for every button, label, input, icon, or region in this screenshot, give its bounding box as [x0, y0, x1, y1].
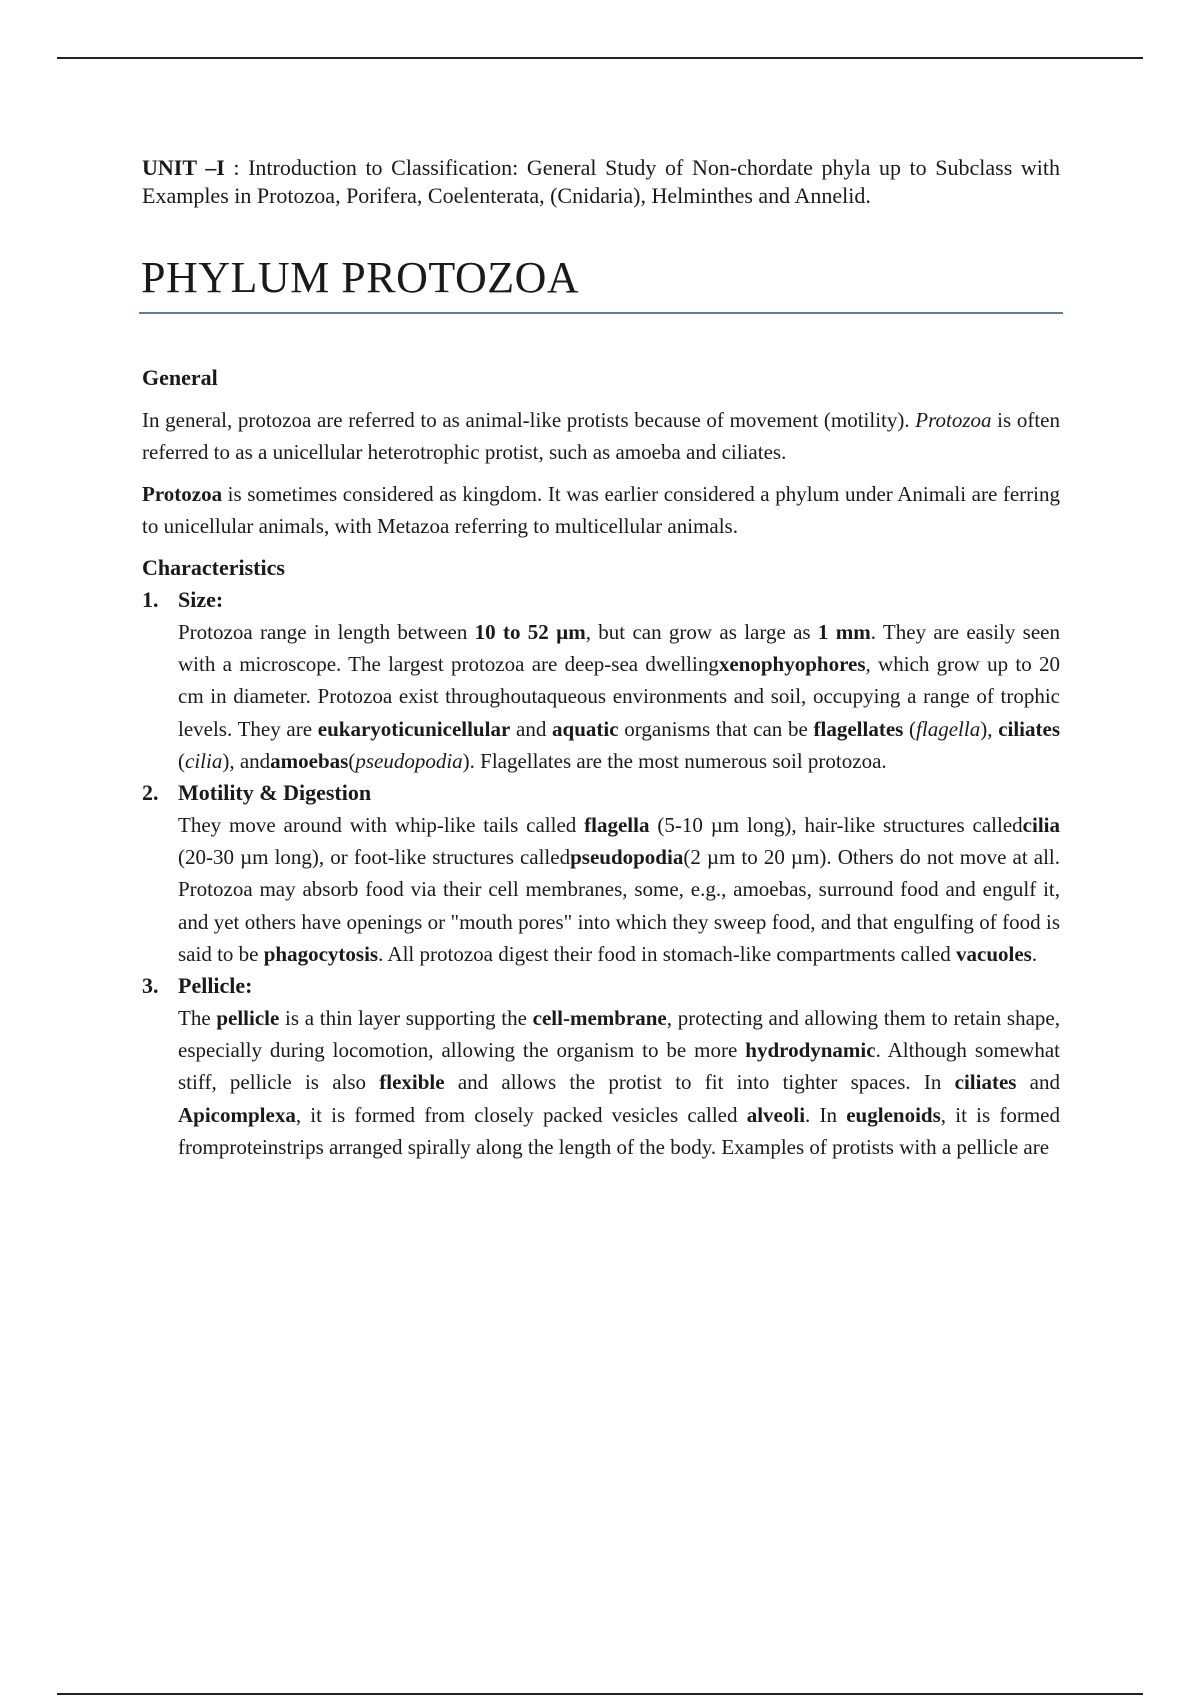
text-run: .: [1031, 941, 1038, 966]
general-p1-italic: Protozoa: [915, 408, 992, 432]
item-number: 3.: [142, 973, 159, 999]
unit-label: UNIT –I: [142, 155, 225, 180]
bold-term: eukaryoticunicellular: [317, 716, 511, 741]
text-run: . They are easily seen with a microscope. The largest protozoa are deep-sea dwelling: [178, 620, 1060, 677]
item-title: Size:: [178, 587, 224, 612]
unit-description: [142, 154, 1060, 210]
text-run: and: [510, 716, 553, 741]
text-run: (: [903, 716, 917, 741]
characteristic-item-pellicle: [142, 970, 1060, 1163]
item-body: [178, 616, 1060, 777]
italic-term: flagella: [916, 716, 981, 741]
footer-rule: [57, 1693, 1143, 1695]
header-rule: [57, 57, 1143, 59]
text-run: . All protozoa digest their food in stomach-like compartments called: [378, 941, 957, 966]
text-run: (: [348, 748, 356, 773]
item-title: Motility & Digestion: [178, 780, 372, 806]
text-run: ). Flagellates are the most numerous soil protozoa.: [462, 748, 887, 773]
bold-term: amoebas: [270, 748, 349, 773]
text-run: ),: [980, 716, 999, 741]
text-run: and allows the protist to fit into tighter spaces. In: [444, 1070, 955, 1095]
bold-term: cilia: [1022, 813, 1060, 838]
characteristic-item-motility: [142, 777, 1060, 970]
text-run: (20-30 µm long), or foot-like structures called: [178, 845, 571, 870]
text-run: , it is formed from closely packed vesicles called: [295, 1102, 747, 1127]
general-p2-bold: Protozoa: [142, 482, 223, 506]
general-paragraph-1: [142, 404, 1060, 468]
general-paragraph-2: [142, 478, 1060, 542]
bold-term: flagellates: [813, 716, 904, 741]
text-run: organisms that can be: [618, 716, 814, 741]
bold-term: flexible: [379, 1070, 445, 1095]
bold-term: 10 to 52 µm: [474, 620, 586, 644]
item-body: [178, 1002, 1060, 1163]
text-run: , which grow up to 20 cm in diameter. Protozoa exist throughoutaqueous environments and soil, occupying a range of trophic levels. They are: [178, 652, 1060, 741]
item-body: [178, 809, 1060, 970]
bold-term: flagella: [584, 813, 650, 838]
general-heading: General: [142, 365, 218, 390]
bold-term: cell-membrane: [532, 1006, 667, 1031]
page-title: PHYLUM PROTOZOA: [141, 253, 580, 302]
general-p1-text-b: is often referred to as a unicellular heterotrophic protist, such as amoeba and ciliates.: [142, 408, 1060, 464]
characteristics-list: [142, 584, 1060, 1163]
text-run: , it is formed fromproteinstrips arranged spirally along the length of the body. Examples of protists with a pellicle are: [178, 1102, 1060, 1159]
text-run: and: [1016, 1070, 1060, 1095]
bold-term: Apicomplexa: [178, 1102, 296, 1127]
item-number: 1.: [142, 587, 159, 612]
bold-term: phagocytosis: [263, 941, 379, 966]
bold-term: 1 mm: [817, 620, 871, 644]
text-run: The: [178, 1006, 217, 1031]
item-title: Pellicle:: [178, 973, 253, 999]
text-run: Protozoa range in length between: [178, 620, 475, 644]
text-run: (5-10 µm long), hair-like structures called: [649, 813, 1023, 838]
title-underline: [139, 312, 1063, 314]
italic-term: cilia: [185, 748, 223, 773]
text-run: ), and: [222, 748, 271, 773]
bold-term: aquatic: [552, 716, 619, 741]
characteristics-heading: Characteristics: [142, 555, 285, 580]
bold-term: pellicle: [216, 1006, 280, 1031]
text-run: (2 µm to 20 µm). Others do not move at all. Protozoa may absorb food via their cell membranes, some, e.g., amoebas, surround food and engulf it, and yet others have openings or "mouth pores" into which they sweep food, and that engulfing of food is said to be: [178, 845, 1060, 966]
bold-term: vacuoles: [956, 941, 1032, 966]
unit-text: : Introduction to Classification: General Study of Non-chordate phyla up to Subclass with Examples in Protozoa, Porifera, Coelenterata, (Cnidaria), Helminthes and Annelid.: [142, 155, 1060, 208]
text-run: (: [178, 748, 185, 773]
item-number: 2.: [142, 780, 159, 806]
characteristic-item-size: [142, 584, 1060, 777]
document-body: [142, 154, 1060, 1163]
bold-term: ciliates: [954, 1070, 1017, 1095]
general-p2-text: is sometimes considered as kingdom. It was earlier considered a phylum under Animali are ferring to unicellular animals, with Metazoa referring to multicellular animals.: [142, 482, 1060, 538]
bold-term: pseudopodia: [570, 845, 684, 870]
bold-term: ciliates: [998, 716, 1060, 741]
bold-term: alveoli: [746, 1102, 806, 1127]
text-run: . In: [805, 1102, 847, 1127]
bold-term: xenophyophores: [718, 652, 866, 677]
text-run: is a thin layer supporting the: [279, 1006, 533, 1031]
bold-term: hydrodynamic: [745, 1038, 876, 1063]
italic-term: pseudopodia: [355, 748, 463, 773]
bold-term: euglenoids: [846, 1102, 941, 1127]
text-run: , protecting and allowing them to retain shape, especially during locomotion, allowing the organism to be more: [178, 1006, 1060, 1063]
text-run: They move around with whip-like tails called: [178, 813, 585, 838]
text-run: . Although somewhat stiff, pellicle is also: [178, 1038, 1061, 1095]
text-run: , but can grow as large as: [585, 620, 818, 644]
general-p1-text-a: In general, protozoa are referred to as animal-like protists because of movement (motility).: [142, 408, 916, 432]
